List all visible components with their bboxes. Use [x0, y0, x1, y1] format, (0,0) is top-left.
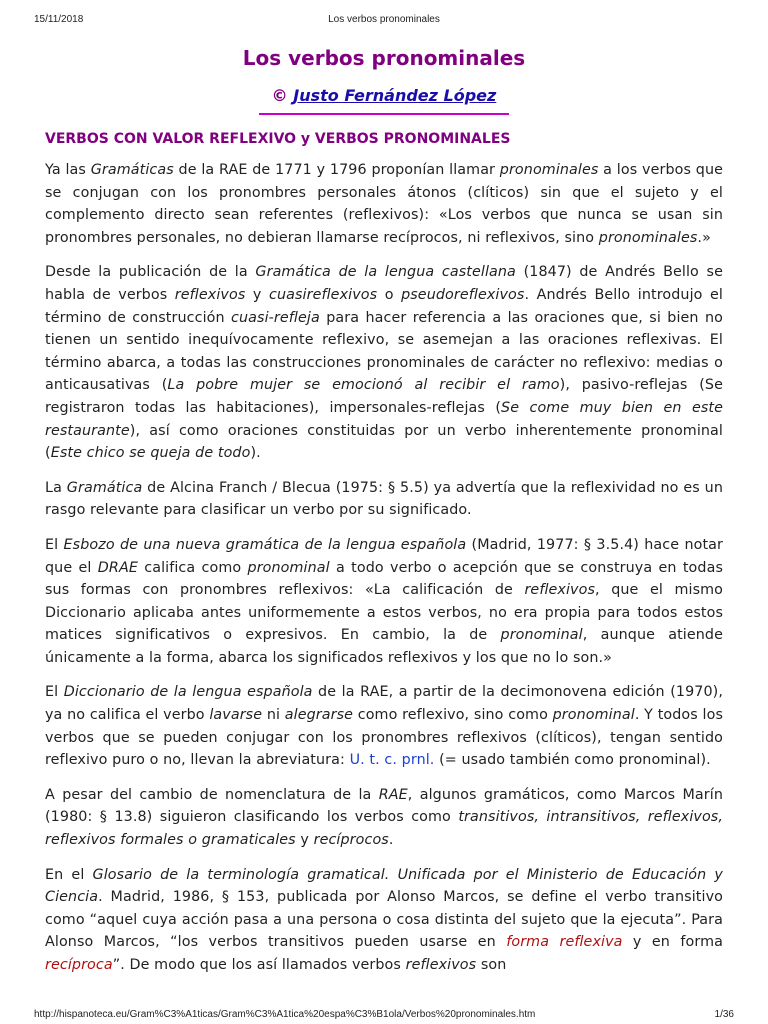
page-title: Los verbos pronominales — [242, 46, 526, 70]
page-url: http://hispanoteca.eu/Gram%C3%A1ticas/Gram%C3%A1tica%20espa%C3%B1ola/Verbos%20pronominales.htm — [34, 1009, 536, 1020]
print-date: 15/11/2018 — [34, 14, 84, 25]
paragraph-6: A pesar del cambio de nomenclatura de la RAE, algunos gramáticos, como Marcos Marín (1980: § 13.8) siguieron clasificando los verbos como transitivos, intransitivos, reflexivos, reflexivos formales o gramaticales y recíprocos. — [45, 786, 723, 849]
section-heading: VERBOS CON VALOR REFLEXIVO y VERBOS PRONOMINALES — [45, 131, 511, 147]
abbreviation-prnl: U. t. c. prnl. — [349, 752, 435, 769]
print-footer — [34, 1009, 734, 1020]
title-divider — [259, 113, 509, 115]
paragraph-4: El Esbozo de una nueva gramática de la lengua española (Madrid, 1977: § 3.5.4) hace notar que el DRAE califica como pronominal a todo verbo o acepción que se construya en todas sus formas con pronombres reflexivos: «La calificación de reflexivos, que el mismo Diccionario aplicaba antes uniformemente a estos verbos, no era propia para todos estos matices significativos o expresivos. En cambio, la de pronominal, aunque atiende únicamente a la forma, abarca los significados reflexivos y los que no lo son.» — [45, 536, 723, 666]
paragraph-3: La Gramática de Alcina Franch / Blecua (1975: § 5.5) ya advertía que la reflexividad no es un rasgo relevante para clasificar un verbo por su significado. — [45, 479, 723, 519]
print-header — [34, 14, 734, 25]
page-number: 1/36 — [714, 1009, 734, 1020]
author-link[interactable]: Justo Fernández López — [293, 86, 497, 105]
document-body — [45, 40, 723, 977]
copyright-symbol: © — [271, 86, 288, 105]
paragraph-7: En el Glosario de la terminología gramatical. Unificada por el Ministerio de Educación y Ciencia. Madrid, 1986, § 153, publicada por Alonso Marcos, se define el verbo transitivo como “aquel cuya acción pasa a una persona o cosa distinta del sujeto que la ejecuta”. Para Alonso Marcos, “los verbos transitivos pueden usarse en forma reflexiva y en forma recíproca”. De modo que los así llamados verbos reflexivos son — [45, 866, 723, 973]
print-page-title: Los verbos pronominales — [328, 14, 440, 25]
paragraph-1: Ya las Gramáticas de la RAE de 1771 y 1796 proponían llamar pronominales a los verbos que se conjugan con los pronombres personales átonos (clíticos) sin que el sujeto y el complemento directo sean referentes (reflexivos): «Los verbos que nunca se usan sin pronombres personales, no debieran llamarse recíprocos, ni reflexivos, sino pronominales.» — [45, 162, 724, 246]
author-line — [45, 86, 723, 105]
paragraph-5: El Diccionario de la lengua española de la RAE, a partir de la decimonovena edición (1970), ya no califica el verbo lavarse ni alegrarse como reflexivo, sino como pronominal. Y todos los verbos que se pueden conjugar con los pronombres reflexivos (clíticos), tengan sentido reflexivo puro o no, llevan la abreviatura: U. t. c. prnl. (= usado también como pronominal). — [45, 684, 723, 769]
paragraph-2: Desde la publicación de la Gramática de la lengua castellana (1847) de Andrés Bello se habla de verbos reflexivos y cuasireflexivos o pseudoreflexivos. Andrés Bello introdujo el término de construcción cuasi-refleja para hacer referencia a las oraciones que, si bien no tienen un sentido inequívocamente reflexivo, se asemejan a las oraciones reflexivas. El término abarca, a todas las construcciones pronominales de carácter no reflexivo: medias o anticausativas (La pobre mujer se emocionó al recibir el ramo), pasivo-reflejas (Se registraron todas las habitaciones), impersonales-reflejas (Se come muy bien en este restaurante), así como oraciones constituidas por un verbo inherentemente pronominal (Este chico se queja de todo). — [45, 264, 724, 462]
